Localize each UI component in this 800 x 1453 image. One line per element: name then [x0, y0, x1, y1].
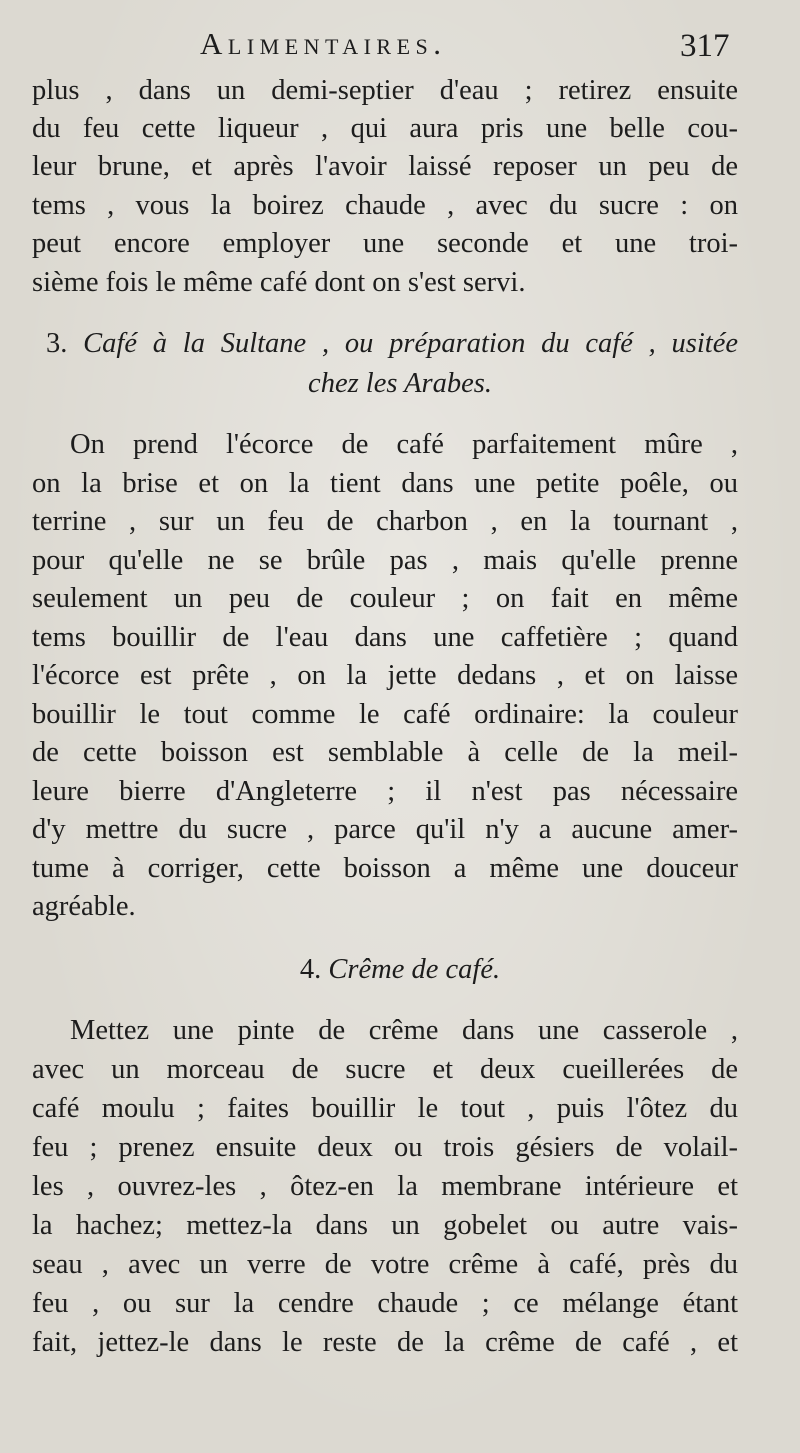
text-line: Mettez une pinte de crême dans une casserole ,: [70, 1015, 738, 1046]
page-number: 317: [680, 28, 730, 64]
text-line: leur brune, et après l'avoir laissé reposer un peu de: [32, 151, 738, 182]
section-4-title: Crême de café.: [328, 954, 501, 985]
text-line: feu , ou sur la cendre chaude ; ce mélange étant: [32, 1288, 738, 1319]
text-line: les , ouvrez-les , ôtez-en la membrane intérieure et: [32, 1171, 738, 1202]
text-line: tems , vous la boirez chaude , avec du sucre : on: [32, 190, 738, 221]
text-line: seau , avec un verre de votre crême à café, près du: [32, 1249, 738, 1280]
section-3-title: Café à la Sultane , ou préparation du café , usitée: [83, 328, 738, 359]
text-line: fait, jettez-le dans le reste de la crême de café , et: [32, 1327, 738, 1358]
text-line: pour qu'elle ne se brûle pas , mais qu'elle prenne: [32, 545, 738, 576]
text-line: tume à corriger, cette boisson a même une douceur: [32, 853, 738, 884]
text-line: café moulu ; faites bouillir le tout , puis l'ôtez du: [32, 1093, 738, 1124]
text-line: on la brise et on la tient dans une petite poêle, ou: [32, 468, 738, 499]
text-line: seulement un peu de couleur ; on fait en même: [32, 583, 738, 614]
text-line: On prend l'écorce de café parfaitement mûre ,: [70, 429, 738, 460]
section-3-heading: [46, 325, 738, 363]
section-4-heading: [0, 951, 800, 989]
text-line: feu ; prenez ensuite deux ou trois gésiers de volail-: [32, 1132, 738, 1163]
text-line: du feu cette liqueur , qui aura pris une belle cou-: [32, 113, 738, 144]
text-line: bouillir le tout comme le café ordinaire: la couleur: [32, 699, 738, 730]
text-line: agréable.: [32, 891, 136, 922]
text-line: avec un morceau de sucre et deux cueillerées de: [32, 1054, 738, 1085]
text-line: la hachez; mettez-la dans un gobelet ou autre vais-: [32, 1210, 738, 1241]
text-line: terrine , sur un feu de charbon , en la tournant ,: [32, 506, 738, 537]
text-line: plus , dans un demi-septier d'eau ; retirez ensuite: [32, 75, 738, 106]
text-line: l'écorce est prête , on la jette dedans , et on laisse: [32, 660, 738, 691]
text-line: peut encore employer une seconde et une troi-: [32, 228, 738, 259]
section-4-number: 4.: [299, 954, 322, 985]
text-line: leure bierre d'Angleterre ; il n'est pas nécessaire: [32, 776, 738, 807]
text-line: de cette boisson est semblable à celle de la meil-: [32, 737, 738, 768]
text-line: tems bouillir de l'eau dans une caffetière ; quand: [32, 622, 738, 653]
page-header: [0, 22, 800, 70]
running-head: Alimentaires.: [200, 26, 447, 61]
section-3-heading-cont: chez les Arabes.: [308, 368, 492, 399]
text-line: sième fois le même café dont on s'est servi.: [32, 267, 526, 298]
text-line: d'y mettre du sucre , parce qu'il n'y a aucune amer-: [32, 814, 738, 845]
section-3-number: 3.: [46, 328, 68, 359]
